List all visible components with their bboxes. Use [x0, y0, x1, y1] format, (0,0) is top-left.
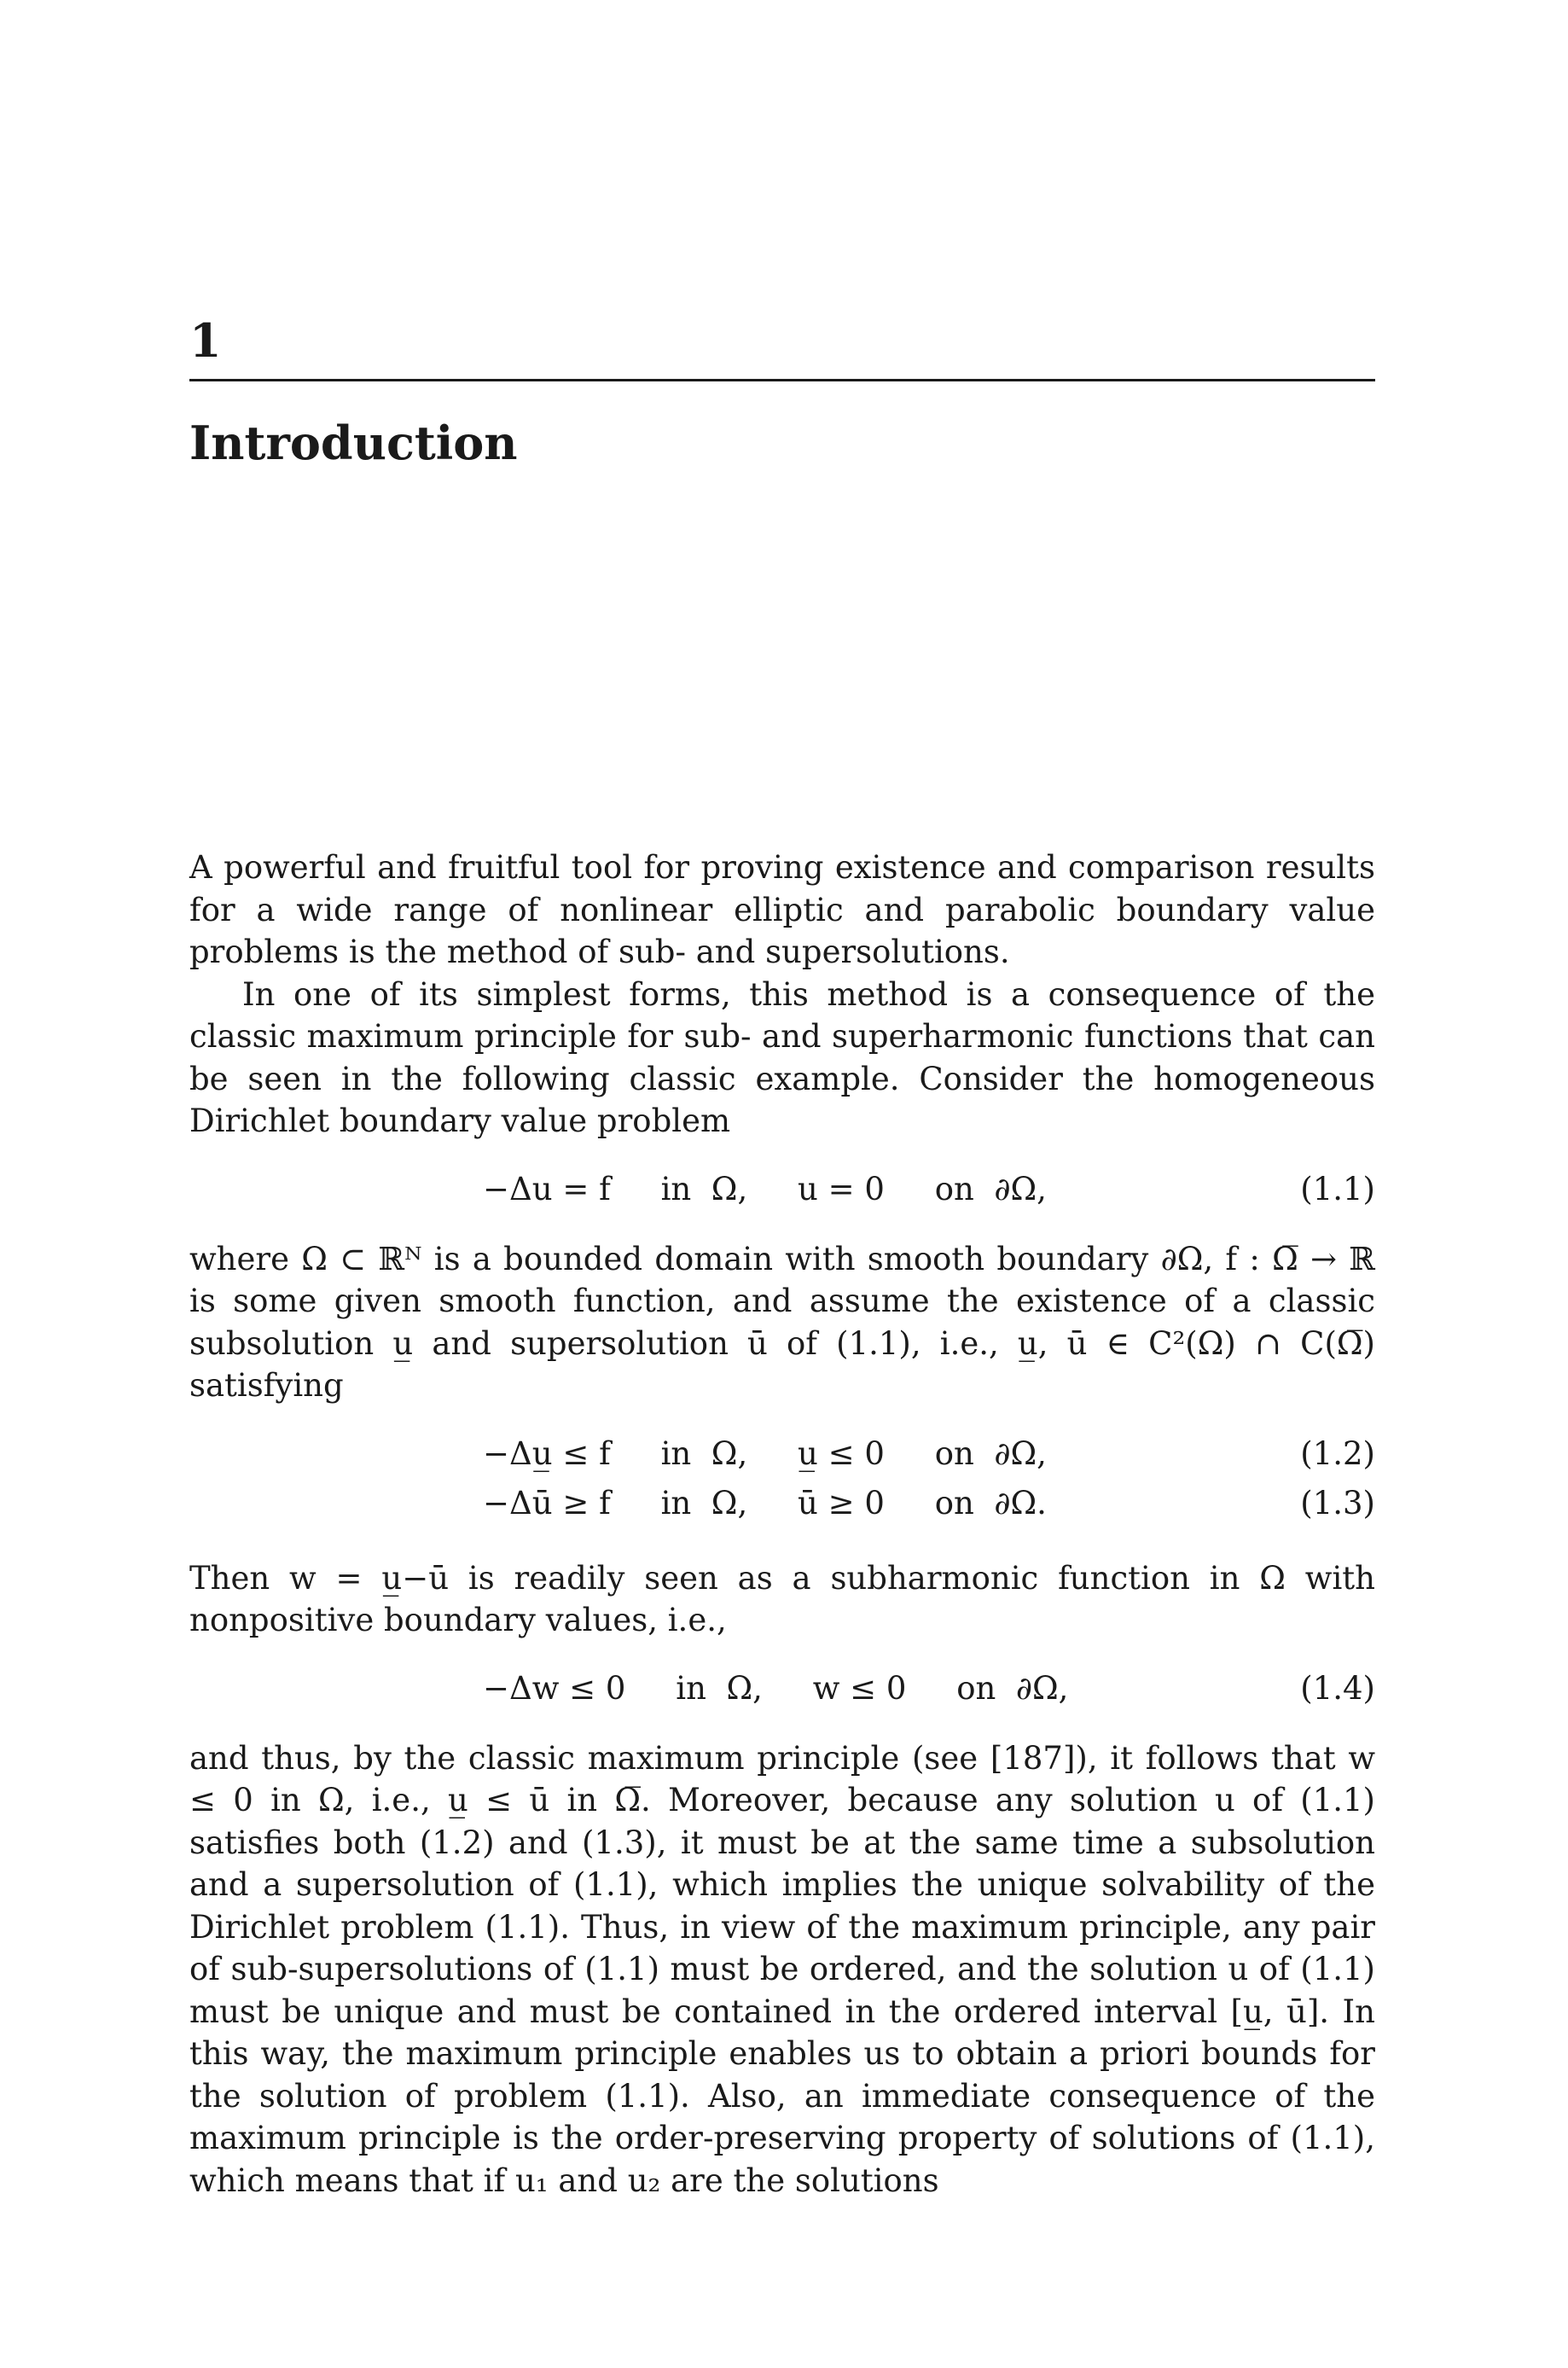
equation-1-2: −Δu̲ ≤ f in Ω, u̲ ≤ 0 on ∂Ω, [483, 1434, 1047, 1472]
equation-number-1-4: (1.4) [1300, 1669, 1375, 1707]
equation-block-1-2-1-3 [189, 1433, 1375, 1532]
equation-line [189, 1168, 1375, 1213]
body-text [189, 847, 1375, 2202]
paragraph-5: and thus, by the classic maximum principle (see [187]), it follows that w ≤ 0 in Ω, i.e., u̲ ≤ ū in Ω̅. Moreover, because any solution u of (1.1) satisfies both (1.2) and (1.3), it must be at the same time a subsolution and a supersolution of (1.1), which implies the unique solvability of the Dirichlet problem (1.1). Thus, in view of the maximum principle, any pair of sub-supersolutions of (1.1) must be ordered, and the solution u of (1.1) must be unique and must be contained in the ordered interval [u̲, ū]. In this way, the maximum principle enables us to obtain a priori bounds for the solution of problem (1.1). Also, an immediate consequence of the maximum principle is the order-preserving property of solutions of (1.1), which means that if u₁ and u₂ are the solutions [189, 1739, 1375, 2199]
chapter-title: Introduction [189, 416, 518, 470]
equation-line [189, 1433, 1375, 1482]
paragraph-4: Then w = u̲−ū is readily seen as a subharmonic function in Ω with nonpositive boundary values, i.e., [189, 1559, 1375, 1638]
chapter-rule [189, 379, 1375, 381]
equation-line [189, 1667, 1375, 1712]
equation-1-4: −Δw ≤ 0 in Ω, w ≤ 0 on ∂Ω, [483, 1669, 1069, 1707]
paragraph-1: A powerful and fruitful tool for proving existence and comparison results for a wide range of nonlinear elliptic and parabolic boundary value problems is the method of sub- and supersolutions. [189, 849, 1375, 970]
paragraph-2: In one of its simplest forms, this method is a consequence of the classic maximum principle for sub- and superharmonic functions that can be seen in the following classic example. Consider the homogeneous Dirichlet boundary value problem [189, 975, 1375, 1139]
equation-line [189, 1482, 1375, 1532]
equation-1-1: −Δu = f in Ω, u = 0 on ∂Ω, [483, 1170, 1047, 1207]
equation-1-3: −Δū ≥ f in Ω, ū ≥ 0 on ∂Ω. [483, 1484, 1047, 1521]
equation-number-1-1: (1.1) [1300, 1170, 1375, 1207]
chapter-number: 1 [189, 313, 222, 368]
paragraph-3: where Ω ⊂ ℝᴺ is a bounded domain with smooth boundary ∂Ω, f : Ω̅ → ℝ is some given smooth function, and assume the existence of a classic subsolution u̲ and supersolution ū of (1.1), i.e., u̲, ū ∈ C²(Ω) ∩ C(Ω̅) satisfying [189, 1240, 1375, 1404]
equation-block-1-1 [189, 1168, 1375, 1213]
equation-block-1-4 [189, 1667, 1375, 1712]
equation-number-1-2: (1.2) [1300, 1434, 1375, 1472]
equation-number-1-3: (1.3) [1300, 1484, 1375, 1521]
